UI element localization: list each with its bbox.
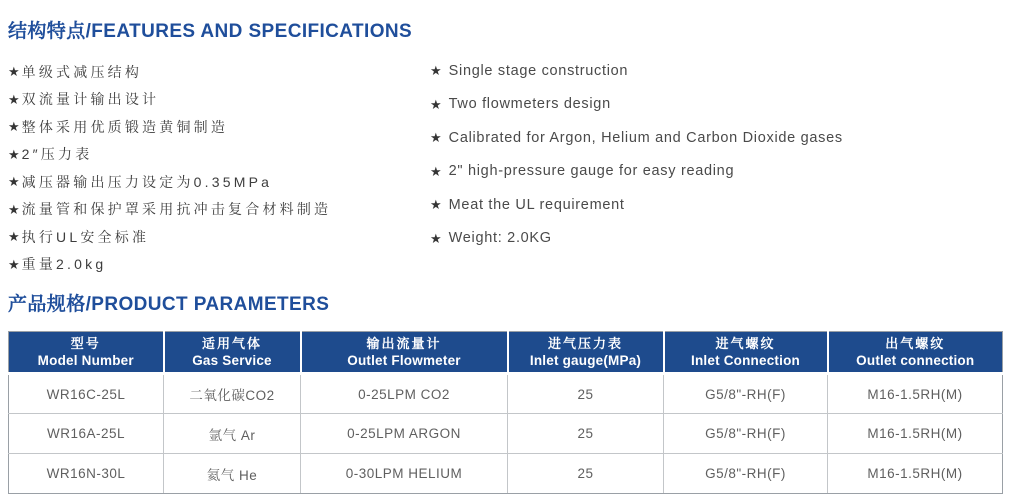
cell-outlet-connection: M16-1.5RH(M)	[828, 414, 1003, 454]
feature-item-en	[430, 121, 843, 155]
feature-text: 重量2.0kg	[21, 256, 107, 273]
star-bullet-icon: ★	[430, 96, 442, 112]
feature-text: 2" high-pressure gauge for easy reading	[448, 163, 735, 180]
feature-text: 流量管和保护罩采用抗冲击复合材料制造	[21, 201, 332, 218]
col-header-inlet-connection	[664, 332, 828, 374]
col-header-cn: 进气螺纹	[715, 336, 776, 351]
feature-item-cn	[8, 58, 331, 86]
table-row	[9, 454, 1003, 494]
star-bullet-icon: ★	[430, 63, 442, 79]
col-header-cn: 进气压力表	[547, 336, 623, 351]
col-header-outlet-flowmeter	[301, 332, 508, 374]
cell-model-number: WR16N-30L	[9, 454, 164, 494]
cell-gas-service: 二氧化碳CO2	[164, 374, 301, 414]
star-bullet-icon: ★	[430, 130, 442, 146]
star-bullet-icon: ★	[8, 201, 20, 217]
feature-item-cn	[8, 113, 331, 141]
table-row	[9, 414, 1003, 454]
feature-text: Calibrated for Argon, Helium and Carbon Dioxide gases	[448, 129, 843, 146]
feature-item-en	[430, 222, 843, 256]
feature-text: 2″压力表	[21, 146, 93, 163]
col-header-outlet-connection	[828, 332, 1003, 374]
star-bullet-icon: ★	[8, 174, 20, 190]
product-parameters-table	[8, 331, 1003, 494]
feature-item-en	[430, 188, 843, 222]
feature-text: Single stage construction	[448, 62, 629, 79]
col-header-en: Inlet gauge(MPa)	[529, 353, 642, 368]
feature-text: 双流量计输出设计	[21, 91, 160, 108]
feature-text: 单级式减压结构	[21, 63, 143, 80]
cell-gas-service: 氦气 He	[164, 454, 301, 494]
cell-inlet-connection: G5/8"-RH(F)	[664, 454, 828, 494]
star-bullet-icon: ★	[430, 230, 442, 246]
feature-text: 整体采用优质锻造黄铜制造	[21, 118, 229, 135]
feature-item-cn	[8, 196, 331, 224]
feature-item-cn	[8, 223, 331, 251]
col-header-en: Gas Service	[192, 353, 272, 368]
star-bullet-icon: ★	[8, 91, 20, 107]
cell-outlet-connection: M16-1.5RH(M)	[828, 374, 1003, 414]
cell-inlet-gauge: 25	[508, 454, 664, 494]
star-bullet-icon: ★	[8, 229, 20, 245]
col-header-en: Inlet Connection	[691, 353, 800, 368]
cell-inlet-gauge: 25	[508, 374, 664, 414]
feature-item-en	[430, 54, 843, 88]
cell-inlet-connection: G5/8"-RH(F)	[664, 374, 828, 414]
col-header-gas-service	[164, 332, 301, 374]
table-header-row	[9, 332, 1003, 374]
star-bullet-icon: ★	[430, 163, 442, 179]
col-header-en: Outlet connection	[856, 353, 975, 368]
cell-outlet-connection: M16-1.5RH(M)	[828, 454, 1003, 494]
star-bullet-icon: ★	[8, 119, 20, 135]
star-bullet-icon: ★	[8, 64, 20, 80]
cell-outlet-flowmeter: 0-30LPM HELIUM	[301, 454, 508, 494]
feature-item-cn	[8, 251, 331, 279]
feature-text: 执行UL安全标准	[21, 228, 150, 245]
feature-item-en	[430, 88, 843, 122]
col-header-en: Model Number	[37, 353, 134, 368]
col-header-model-number	[9, 332, 164, 374]
feature-text: Meat the UL requirement	[448, 196, 625, 213]
feature-item-cn	[8, 86, 331, 114]
feature-text: 减压器输出压力设定为0.35MPa	[21, 173, 273, 190]
col-header-cn: 型号	[70, 336, 101, 351]
parameters-section-title: 产品规格/PRODUCT PARAMETERS	[8, 294, 330, 315]
cell-model-number: WR16A-25L	[9, 414, 164, 454]
features-list-en	[430, 54, 843, 255]
feature-item-cn	[8, 168, 331, 196]
col-header-cn: 适用气体	[201, 336, 262, 351]
cell-inlet-connection: G5/8"-RH(F)	[664, 414, 828, 454]
feature-text: Two flowmeters design	[448, 96, 611, 113]
star-bullet-icon: ★	[8, 146, 20, 162]
features-section-title: 结构特点/FEATURES AND SPECIFICATIONS	[8, 21, 413, 42]
features-list-cn	[8, 58, 331, 278]
cell-model-number: WR16C-25L	[9, 374, 164, 414]
table-row	[9, 374, 1003, 414]
cell-gas-service: 氩气 Ar	[164, 414, 301, 454]
col-header-en: Outlet Flowmeter	[347, 353, 461, 368]
star-bullet-icon: ★	[430, 197, 442, 213]
cell-inlet-gauge: 25	[508, 414, 664, 454]
col-header-cn: 出气螺纹	[885, 336, 946, 351]
feature-item-cn	[8, 141, 331, 169]
feature-text: Weight: 2.0KG	[448, 230, 552, 247]
cell-outlet-flowmeter: 0-25LPM CO2	[301, 374, 508, 414]
star-bullet-icon: ★	[8, 256, 20, 272]
feature-item-en	[430, 155, 843, 189]
col-header-inlet-gauge	[508, 332, 664, 374]
cell-outlet-flowmeter: 0-25LPM ARGON	[301, 414, 508, 454]
col-header-cn: 输出流量计	[366, 336, 442, 351]
